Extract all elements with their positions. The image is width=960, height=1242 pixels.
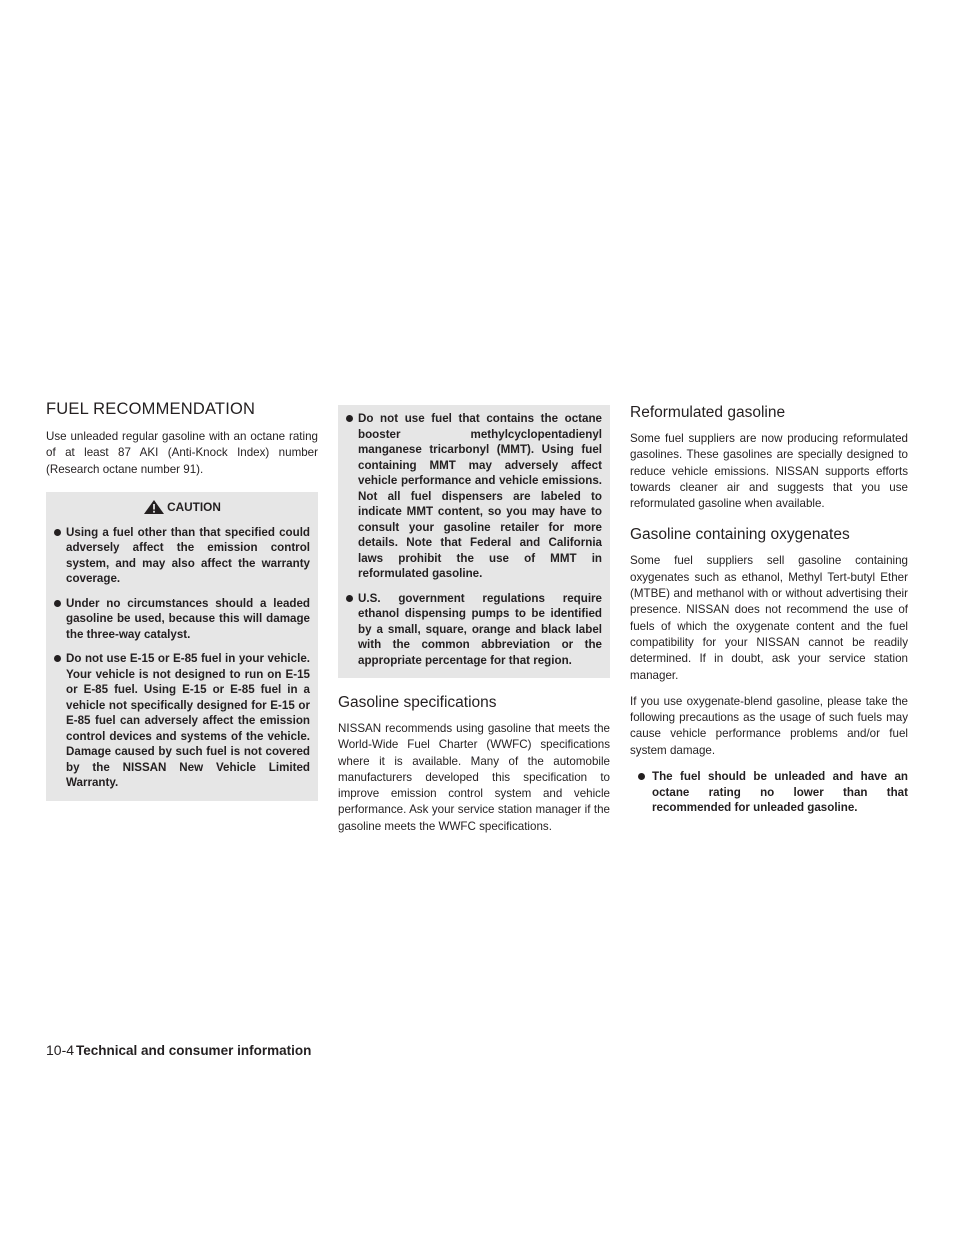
list-item: The fuel should be unleaded and have an octane rating no lower than that recommended for unleaded gasoline. xyxy=(638,769,908,816)
caution-list xyxy=(54,525,310,791)
page-number: 10-4 xyxy=(46,1042,75,1058)
bullet-icon xyxy=(54,655,61,662)
caution-box-continued xyxy=(338,405,610,678)
oxygenates-paragraph: Some fuel suppliers sell gasoline containing oxygenates such as ethanol, Methyl Tert-butyl Ether (MTBE) and methanol with or without advertising their presence. NISSAN does not recommend the use of fuels of which the oxygenate content and the fuel compatibility for your NISSAN cannot be readily determined. If in doubt, ask your service station manager. xyxy=(630,554,908,682)
section-heading-fuel-recommendation: FUEL RECOMMENDATION xyxy=(46,400,256,418)
bullet-icon xyxy=(638,773,645,780)
page-footer xyxy=(46,1042,311,1058)
chapter-title: Technical and consumer information xyxy=(76,1043,312,1058)
column-3 xyxy=(630,404,908,816)
list-item: Using a fuel other than that specified could adversely affect the emission control system, and may also affect the warranty coverage. xyxy=(54,525,310,587)
specifications-paragraph: NISSAN recommends using gasoline that meets the World-Wide Fuel Charter (WWFC) specifications where it is available. Many of the automobile manufacturers developed this specification to improve emission control system and vehicle performance. Ask your service station manager if the gasoline meets the WWFC specifications. xyxy=(338,722,610,833)
list-item: U.S. government regulations require ethanol dispensing pumps to be identified by a small, square, orange and black label with the common abbreviation or the appropriate percentage for that region. xyxy=(346,591,602,669)
bullet-icon xyxy=(346,415,353,422)
reformulated-paragraph: Some fuel suppliers are now producing reformulated gasolines. These gasolines are specially designed to reduce vehicle emissions. NISSAN supports efforts towards cleaner air and suggests that you use reformulated gasoline when available. xyxy=(630,432,908,511)
warning-icon xyxy=(143,499,165,515)
caution-label: CAUTION xyxy=(167,499,221,514)
column-2 xyxy=(338,405,610,845)
intro-paragraph: Use unleaded regular gasoline with an octane rating of at least 87 AKI (Anti-Knock Index) number (Research octane number 91). xyxy=(46,430,318,476)
bullet-icon xyxy=(54,529,61,536)
column-1 xyxy=(46,400,318,801)
oxygenate-blend-paragraph: If you use oxygenate-blend gasoline, please take the following precautions as the usage of such fuels may cause vehicle performance problems and/or fuel system damage. xyxy=(630,694,908,757)
list-item: Under no circumstances should a leaded gasoline be used, because this will damage the three-way catalyst. xyxy=(54,596,310,643)
bullet-icon xyxy=(54,600,61,607)
caution-box xyxy=(46,492,318,801)
section-heading-gasoline-specifications: Gasoline specifications xyxy=(338,694,497,711)
list-item: Do not use E-15 or E-85 fuel in your vehicle. Your vehicle is not designed to run on E-15 or E-85 fuel. Using E-15 or E-85 fuel in a vehicle not specifically designed for E-15 or E-85 fuel can adversely affect the emission control devices and systems of the vehicle. Damage caused by such fuel is not covered by the NISSAN New Vehicle Limited Warranty. xyxy=(54,651,310,791)
bullet-icon xyxy=(346,595,353,602)
caution-list xyxy=(346,411,602,668)
section-heading-reformulated-gasoline: Reformulated gasoline xyxy=(630,404,786,421)
oxygenate-list xyxy=(638,769,908,816)
caution-title xyxy=(54,498,310,516)
list-item: Do not use fuel that contains the octane booster methylcyclopentadienyl manganese tricarbonyl (MMT). Using fuel containing MMT may adversely affect vehicle performance and vehicle emissions. Not all fuel dispensers are labeled to indicate MMT content, so you may have to consult your gasoline retailer for more details. Note that Federal and California laws prohibit the use of MMT in reformulated gasoline. xyxy=(346,411,602,582)
section-heading-gasoline-oxygenates: Gasoline containing oxygenates xyxy=(630,526,850,544)
